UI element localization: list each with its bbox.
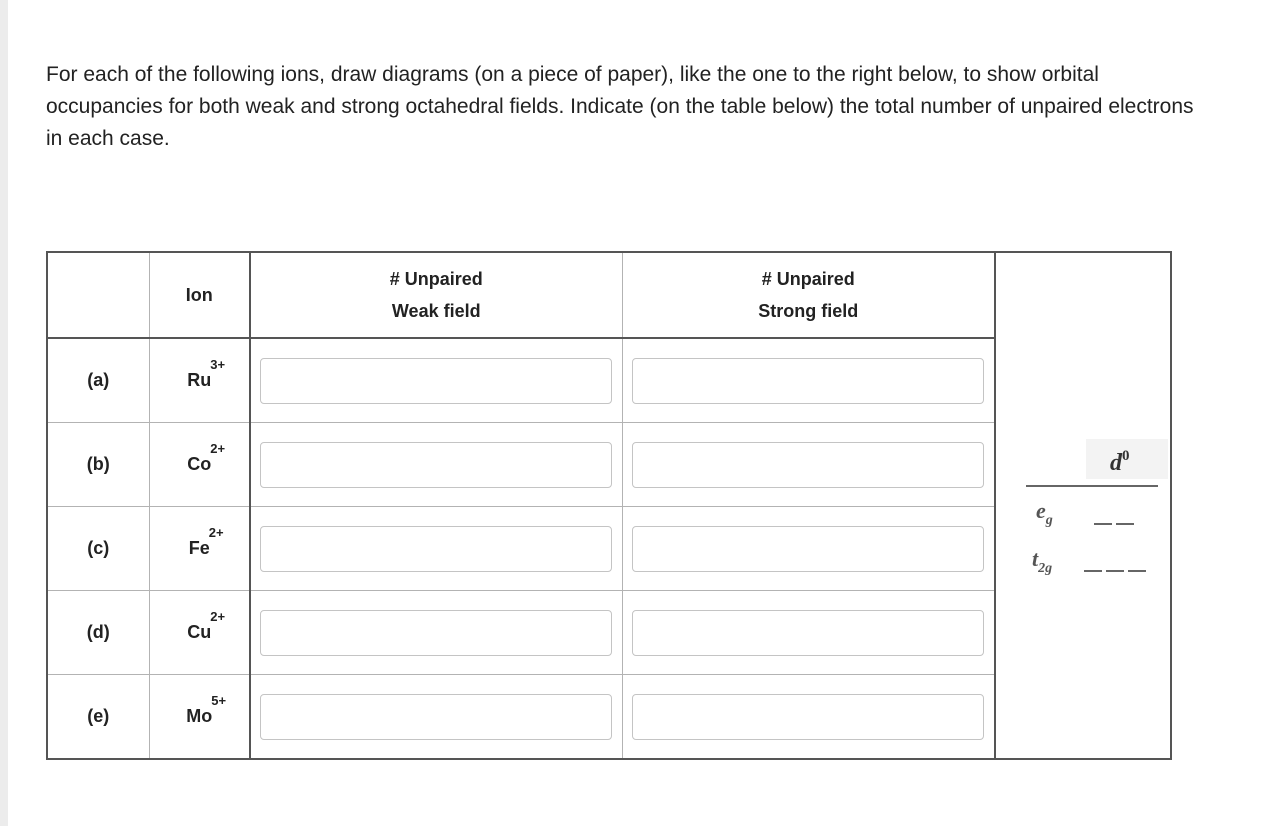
ion-cell — [149, 507, 250, 591]
instructions-text: For each of the following ions, draw diagrams (on a piece of paper), like the one to the right below, to show orbital occupancies for both weak and strong octahedral fields. Indicate (on the table below) the total number of unpaired electrons in each case. — [46, 63, 1194, 150]
ion-element: Ru — [187, 370, 212, 390]
weak-field-input-c[interactable] — [260, 526, 612, 572]
weak-field-cell — [250, 675, 622, 760]
ion-charge: 2+ — [210, 441, 226, 456]
ion-symbol — [187, 609, 226, 643]
row-label: (c) — [47, 507, 149, 591]
weak-field-cell — [250, 507, 622, 591]
ion-charge: 2+ — [208, 525, 224, 540]
t2g-label: $t_{2g}$ — [1032, 546, 1053, 576]
ion-cell — [149, 423, 250, 507]
ion-charge: 2+ — [210, 609, 226, 624]
strong-field-input-e[interactable] — [632, 694, 984, 740]
header-weak-field — [250, 252, 622, 338]
ion-symbol — [187, 441, 226, 475]
header-strong-field — [622, 252, 995, 338]
strong-field-cell — [622, 507, 995, 591]
strong-field-cell — [622, 423, 995, 507]
weak-field-input-b[interactable] — [260, 442, 612, 488]
header-strong-line2: Strong field — [758, 301, 859, 321]
header-strong-line1: # Unpaired — [761, 269, 855, 289]
ion-cell — [149, 675, 250, 760]
ion-element: Cu — [187, 622, 212, 642]
strong-field-cell — [622, 675, 995, 760]
ion-charge: 3+ — [210, 357, 226, 372]
weak-field-input-e[interactable] — [260, 694, 612, 740]
strong-field-input-b[interactable] — [632, 442, 984, 488]
weak-field-input-a[interactable] — [260, 358, 612, 404]
strong-field-cell — [622, 591, 995, 675]
strong-field-input-a[interactable] — [632, 358, 984, 404]
ion-symbol — [186, 693, 227, 727]
diagram-title: $d^0$ — [1110, 448, 1130, 476]
ion-element: Fe — [188, 538, 210, 558]
eg-label: $e_g$ — [1036, 498, 1053, 528]
weak-field-input-d[interactable] — [260, 610, 612, 656]
header-empty-cell — [47, 252, 149, 338]
row-label: (d) — [47, 591, 149, 675]
header-weak-line1: # Unpaired — [389, 269, 483, 289]
header-ion — [149, 252, 250, 338]
header-weak-line2: Weak field — [391, 301, 481, 321]
ion-symbol — [187, 357, 226, 391]
strong-field-input-d[interactable] — [632, 610, 984, 656]
ion-table — [46, 251, 1172, 760]
row-label: (e) — [47, 675, 149, 760]
weak-field-cell — [250, 338, 622, 423]
diagram-cell — [995, 252, 1171, 759]
row-label: (b) — [47, 423, 149, 507]
ion-charge: 5+ — [211, 693, 227, 708]
weak-field-cell — [250, 591, 622, 675]
ion-cell — [149, 338, 250, 423]
strong-field-cell — [622, 338, 995, 423]
row-label: (a) — [47, 338, 149, 423]
header-ion-label: Ion — [185, 284, 213, 305]
ion-symbol — [188, 525, 224, 559]
d0-orbital-diagram — [1022, 439, 1168, 579]
table-header-row — [47, 252, 1171, 338]
strong-field-input-c[interactable] — [632, 526, 984, 572]
left-gutter — [0, 0, 8, 826]
weak-field-cell — [250, 423, 622, 507]
ion-element: Co — [187, 454, 212, 474]
ion-element: Mo — [186, 706, 213, 726]
ion-cell — [149, 591, 250, 675]
